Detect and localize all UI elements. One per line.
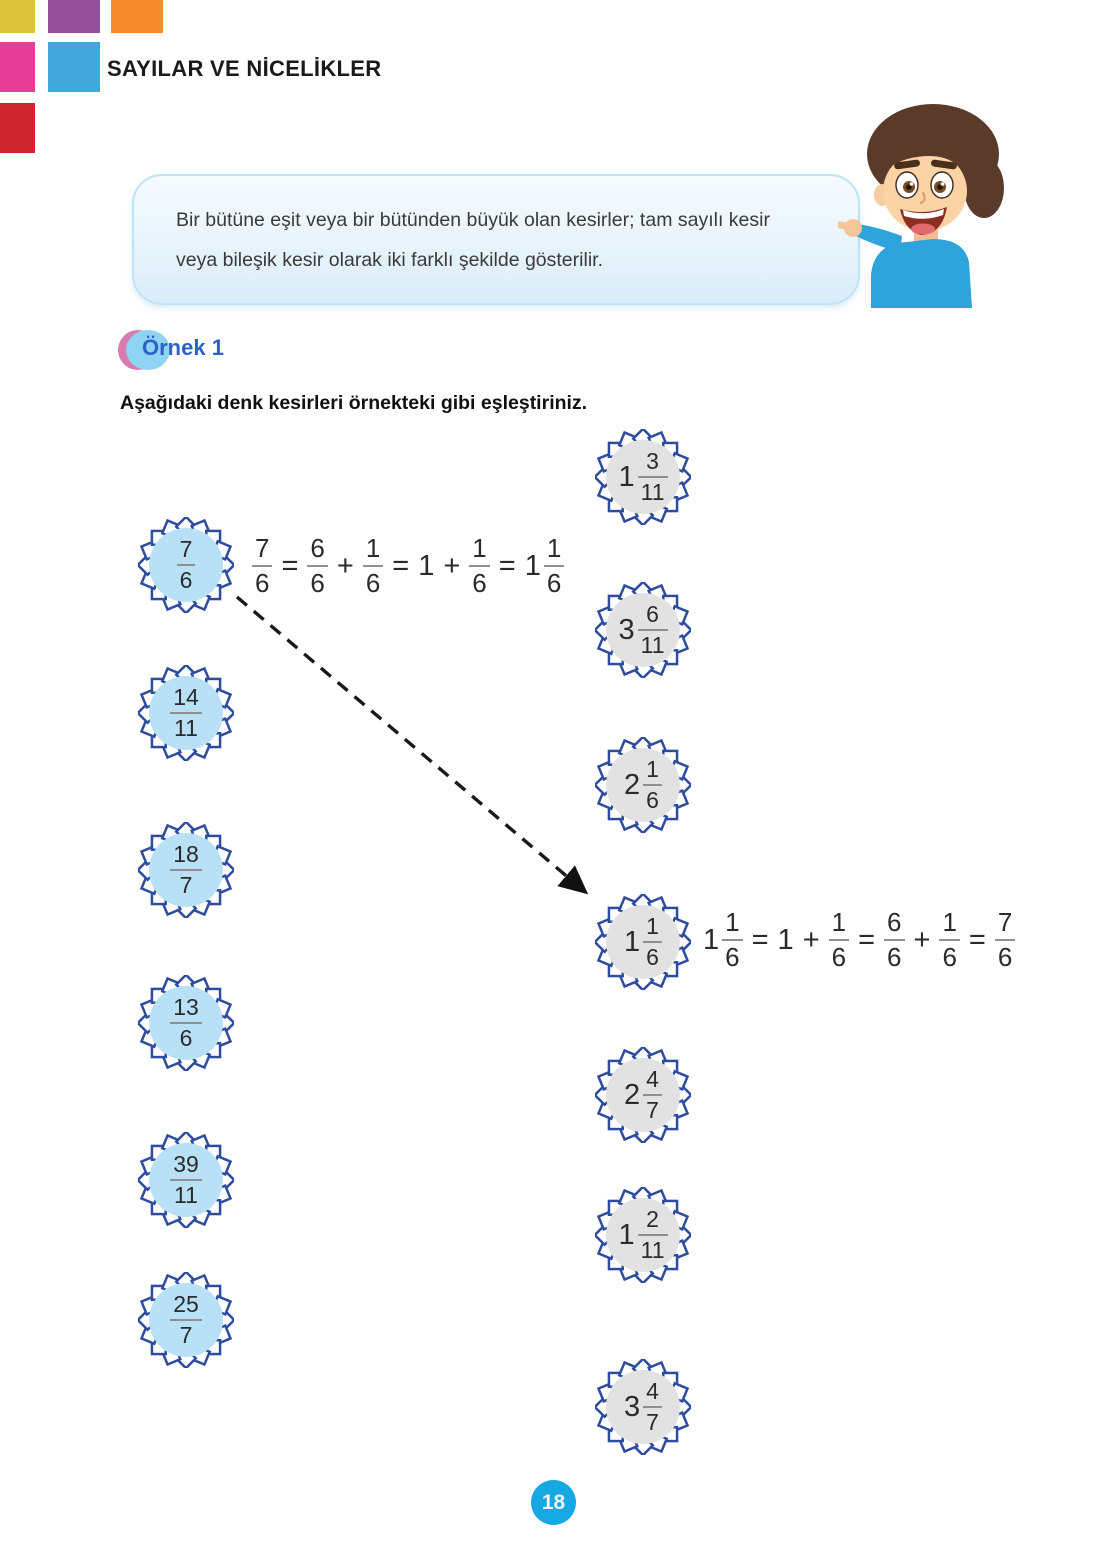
mixed-number-badge-2-1-6: 2 $\frac{1}{6}$ (595, 737, 691, 833)
mixed-number-badge-1-1-6: 1 $\frac{1}{6}$ (595, 894, 691, 990)
speech-bubble-text: veya bileşik kesir olarak iki farklı şekilde gösterilir. (176, 249, 603, 271)
mixed-number-badge-2-4-7: 2 $\frac{4}{7}$ (595, 1047, 691, 1143)
matching-arrow (225, 584, 610, 914)
improper-fraction-badge-18-7: $\frac{18}{7}$ (138, 822, 234, 918)
improper-fraction-badge-39-11: $\frac{39}{11}$ (138, 1132, 234, 1228)
example-label: Örnek 1 (142, 335, 224, 360)
page-number-badge (531, 1480, 576, 1525)
pink-square (0, 42, 35, 92)
improper-fraction-badge-14-11: $\frac{14}{11}$ (138, 665, 234, 761)
equation-1: $\frac{7}{6}$ = $\frac{6}{6}$ + $\frac{1}{6}$ = 1 + $\frac{1}{6}$ = 1 $\frac{1}{6}$ (252, 534, 564, 598)
equation-2: 1 $\frac{1}{6}$ = 1 + $\frac{1}{6}$ = $\frac{6}{6}$ + $\frac{1}{6}$ = $\frac{7}{6}$ (703, 908, 1015, 972)
mixed-number-badge-3-4-7: 3 $\frac{4}{7}$ (595, 1359, 691, 1455)
yellow-square (0, 0, 35, 33)
speech-bubble-text: Bir bütüne eşit veya bir bütünden büyük olan kesirler; tam sayılı kesir (176, 209, 770, 231)
mixed-number-badge-1-3-11: 1 $\frac{3}{11}$ (595, 429, 691, 525)
page-title: SAYILAR VE NİCELİKLER (107, 56, 382, 81)
speech-bubble (132, 174, 860, 305)
boy-character-illustration (838, 96, 1013, 308)
purple-square (48, 0, 100, 33)
improper-fraction-badge-13-6: $\frac{13}{6}$ (138, 975, 234, 1071)
page-number: 18 (541, 1490, 566, 1514)
mixed-number-badge-1-2-11: 1 $\frac{2}{11}$ (595, 1187, 691, 1283)
improper-fraction-badge-25-7: $\frac{25}{7}$ (138, 1272, 234, 1368)
red-square (0, 103, 35, 153)
blue-square (48, 42, 100, 92)
mixed-number-badge-3-6-11: 3 $\frac{6}{11}$ (595, 582, 691, 678)
instruction-text: Aşağıdaki denk kesirleri örnekteki gibi eşleştiriniz. (120, 392, 588, 414)
improper-fraction-badge-7-6: $\frac{7}{6}$ (138, 517, 234, 613)
orange-square (111, 0, 163, 33)
